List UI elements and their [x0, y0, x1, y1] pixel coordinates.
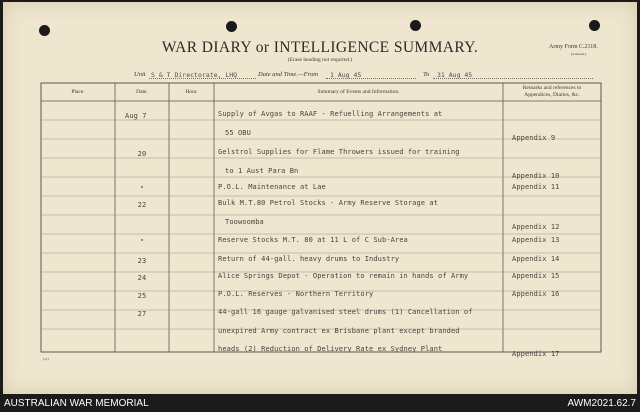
entry-summary-line: Reserve Stocks M.T. 80 at 11 L of C Sub-Area [218, 236, 408, 244]
entry-summary-line: Gelstrol Supplies for Flame Throwers issued for training [218, 148, 460, 156]
entry-date: 25 [137, 292, 147, 300]
footer-mark: (11) [43, 357, 49, 361]
from-date: 1 Aug 45 [330, 70, 362, 79]
entry-summary-line: Alice Springs Depot - Operation to remain in hands of Army [218, 272, 469, 280]
date-time-label: Date and Time.—From [258, 71, 318, 78]
table-grid [3, 2, 637, 394]
entry-date: 20 [137, 150, 147, 158]
entry-summary-line: to 1 Aust Para Bn [225, 166, 299, 175]
adopted-note: (Adopted.) [571, 52, 587, 56]
entry-summary-line: 55 OBU [225, 128, 251, 137]
diary-sheet [3, 2, 637, 394]
entry-summary-line: heads (2) Reduction of Delivery Rate ex Sydney Plant [218, 345, 443, 353]
entry-date: Aug 7 [125, 112, 147, 120]
entry-remark: Appendix 9 [512, 133, 556, 142]
entry-summary-line: P.O.L. Maintenance at Lae [218, 183, 326, 191]
entry-summary-line: P.O.L. Reserves - Northern Territory [218, 290, 374, 298]
entry-date: 27 [137, 310, 147, 318]
column-header-hour: Hour. [185, 89, 198, 95]
army-form-number: Army Form C.2118. [549, 44, 598, 50]
form-subtitle: (Erase heading not required.) [287, 57, 353, 63]
entry-remark: Appendix 12 [512, 222, 560, 231]
caption-right: AWM2021.62.7 [567, 398, 636, 409]
entry-remark: Appendix 17 [512, 350, 560, 358]
form-title: WAR DIARY or INTELLIGENCE SUMMARY. [161, 39, 479, 56]
unit-value: S & T Directorate, LHQ [151, 70, 238, 79]
entry-summary-line: Supply of Avgas to RAAF - Refuelling Arrangements at [218, 110, 443, 118]
caption-left: AUSTRALIAN WAR MEMORIAL [4, 398, 149, 409]
entry-summary-line: Toowoomba [225, 217, 264, 226]
entry-summary-line: Bulk M.T.80 Petrol Stocks - Army Reserve Storage at [218, 199, 439, 207]
entry-date: " [139, 185, 145, 193]
entry-summary-line: 44-gall 16 gauge galvanised steel drums (1) Cancellation of [218, 308, 473, 316]
to-date: 31 Aug 45 [437, 70, 473, 79]
to-label: To [423, 71, 430, 78]
entry-date: 24 [137, 274, 147, 282]
entry-remark: Appendix 10 [512, 171, 560, 180]
entry-remark: Appendix 11 [512, 183, 560, 191]
entry-date: " [139, 238, 145, 246]
entry-remark: Appendix 13 [512, 236, 560, 244]
entry-date: 22 [137, 201, 147, 209]
entry-date: 23 [137, 257, 147, 265]
entry-summary-line: unexpired Army contract ex Brisbane plant except branded [218, 326, 460, 335]
entry-summary-line: Return of 44-gall. heavy drums to Industry [218, 255, 400, 263]
column-header-remarks: Remarks and references to Appendices, Diaries, &c. [522, 85, 582, 98]
unit-label: Unit [134, 71, 146, 78]
column-header-date: Date. [136, 89, 148, 95]
entry-remark: Appendix 14 [512, 255, 560, 263]
entry-remark: Appendix 15 [512, 272, 560, 280]
entry-remark: Appendix 16 [512, 290, 560, 298]
column-header-summary: Summary of Events and Information. [317, 89, 400, 95]
column-header-place: Place. [71, 89, 85, 95]
